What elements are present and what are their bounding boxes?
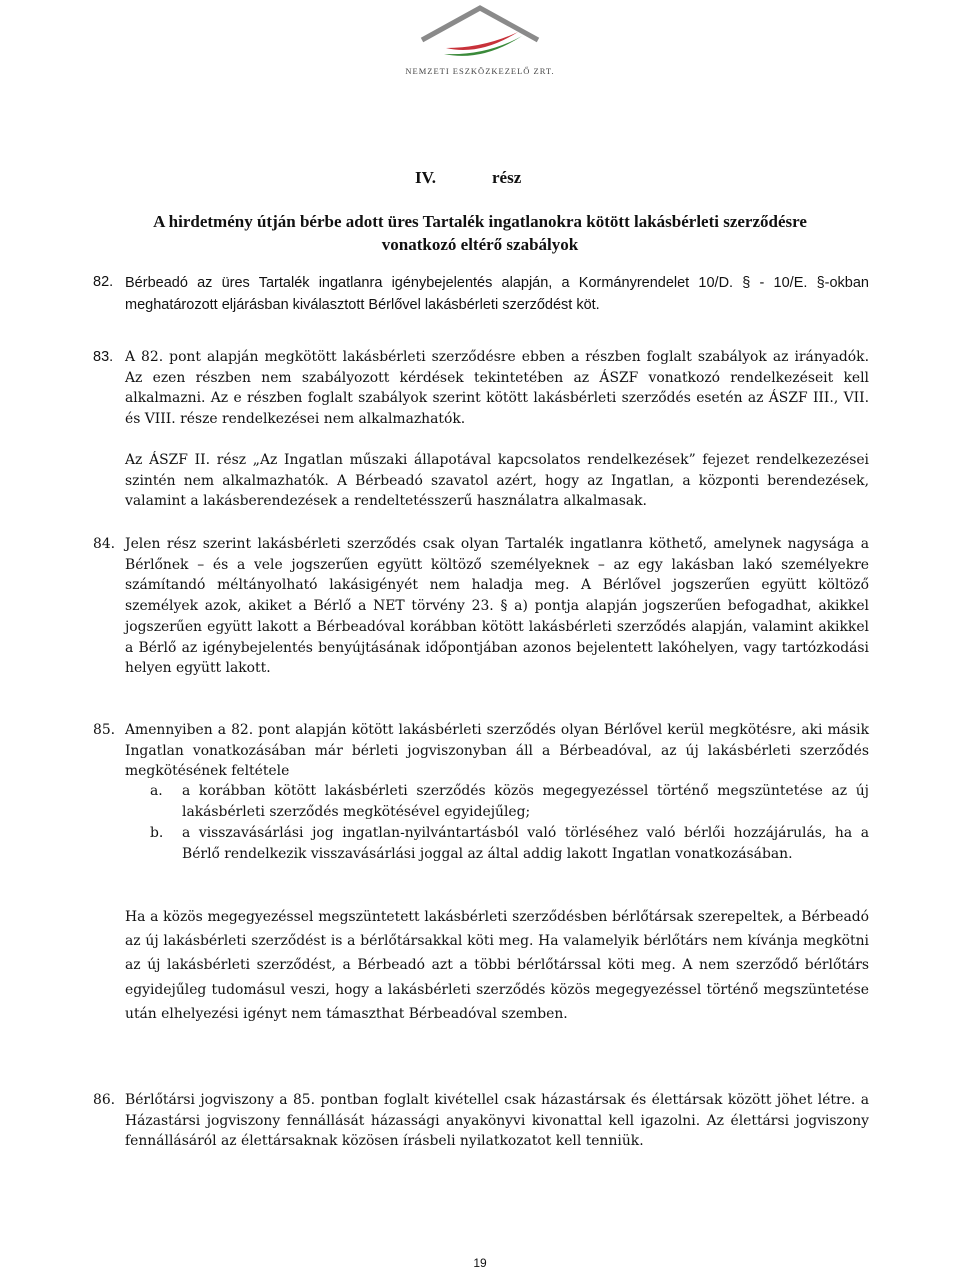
logo-roof-icon [400,0,560,90]
paragraph-number-82: 82. [93,274,114,290]
section-title: A hirdetmény útján bérbe adott üres Tartalék ingatlanokra kötött lakásbérleti szerződésre vonatkozó eltérő szabályok [153,212,807,254]
list-item-b: a visszavásárlási jog ingatlan-nyilvántartásból való törléséhez való bérlői hozzájárulás, ha a Bérlő rendelkezik visszavásárlási joggal az által addig lakott Ingatlan vonatkozásában. [182,825,869,862]
paragraph-82: Bérbeadó az üres Tartalék ingatlanra igénybejelentés alapján, a Kormányrendelet 10/D. § - 10/E. §-okban meghatározott eljárásban kiválasztott Bérlővel lakásbérleti szerződést köt. [125,275,869,313]
paragraph-83-continuation: Az ÁSZF II. rész „Az Ingatlan műszaki állapotával kapcsolatos rendelkezések” fejezet rendelkezezései szintén nem alkalmazhatók. A Bérbeadó szavatol azért, hogy az Ingatlan, a központi berendezések, valamint a lakásberendezések a rendeltetésszerű használatra alkalmasak. [125,452,869,510]
list-item-a: a korábban kötött lakásbérleti szerződés közös megegyezéssel történő megszüntetése az új lakásbérleti szerződés megkötésével egyidejűleg; [182,783,869,820]
paragraph-85: Amennyiben a 82. pont alapján kötött lakásbérleti szerződés olyan Bérlővel kerül megkötésre, aki másik Ingatlan vonatkozásában már bérleti jogviszonyban áll a Bérbeadóval, az új lakásbérleti szerződés megkötésének feltétele [125,722,869,780]
part-word: rész [492,168,522,187]
paragraph-84: Jelen rész szerint lakásbérleti szerződés csak olyan Tartalék ingatlanra köthető, amelynek nagysága a Bérlőnek – és a vele jogszerűen együtt költöző személyeknek – az egy lakásban lakó személyekre számítandó méltányolható lakásigényét nem haladja meg. A Bérlővel jogszerűen együtt költöző személyek azok, akiket a Bérlő a NET törvény 23. § a) pontja alapján jogszerűen befogadhat, akikkel jogszerűen együtt lakott a Bérbeadóval korábban kötött lakásbérleti szerződés alapján, valamint akikkel a Bérlő az igénybejelentés benyújtásának időpontjában azonos bejelentett lakóhelyen, vagy tartózkodási helyen együtt lakott. [125,536,869,677]
paragraph-number-84: 84. [93,536,116,552]
paragraph-83 [125,347,869,430]
paragraph-86: Bérlőtársi jogviszony a 85. pontban foglalt kivétellel csak házastársak és élettársak között jöhet létre. a Házastársi jogviszony fennállását házassági anyakönyvi kivonattal kell igazolni. Az élettársi jogviszony fennállásáról az élettársaknak közösen írásbeli nyilatkozatot kell tenniük. [125,1092,869,1150]
paragraph-number-86: 86. [93,1092,116,1108]
paragraph-83-part1: A 82. pont alapján megkötött lakásbérleti szerződésre ebben a részben foglalt szabályok az irányadók. Az ezen részben nem szabályozott kérdések tekintetében az ÁSZF vonatkozó rendelkezéseit kell alkalmazni. Az e részben foglalt szabályok szerint kötött lakásbérleti szerződés esetén az ÁSZF III., VII. és VIII. része rendelkezései nem alkalmazhatók. [125,349,869,428]
logo-text: NEMZETI ESZKÖZKEZELŐ ZRT. [405,66,555,76]
part-number: IV. [415,168,436,187]
list-item-label-a: a. [150,783,163,799]
paragraph-number-83: 83. [93,349,114,365]
paragraph-85-continuation: Ha a közös megegyezéssel megszüntetett lakásbérleti szerződésben bérlőtársak szerepeltek, a Bérbeadó az új lakásbérleti szerződést is a bérlőtársakkal köti meg. Ha valamelyik bérlőtárs nem kívánja megkötni az új lakásbérleti szerződést, a Bérbeadó azt a többi bérlőtárssal köti meg. A nem szerződő bérlőtárs egyidejűleg tudomásul veszi, hogy a lakásbérleti szerződés közös megegyezéssel történő megszüntetése után elhelyezési igényt nem támaszthat Bérbeadóval szemben. [125,909,869,1022]
list-item-label-b: b. [150,825,164,841]
paragraph-number-85: 85. [93,722,116,738]
page-number: 19 [473,1256,487,1270]
